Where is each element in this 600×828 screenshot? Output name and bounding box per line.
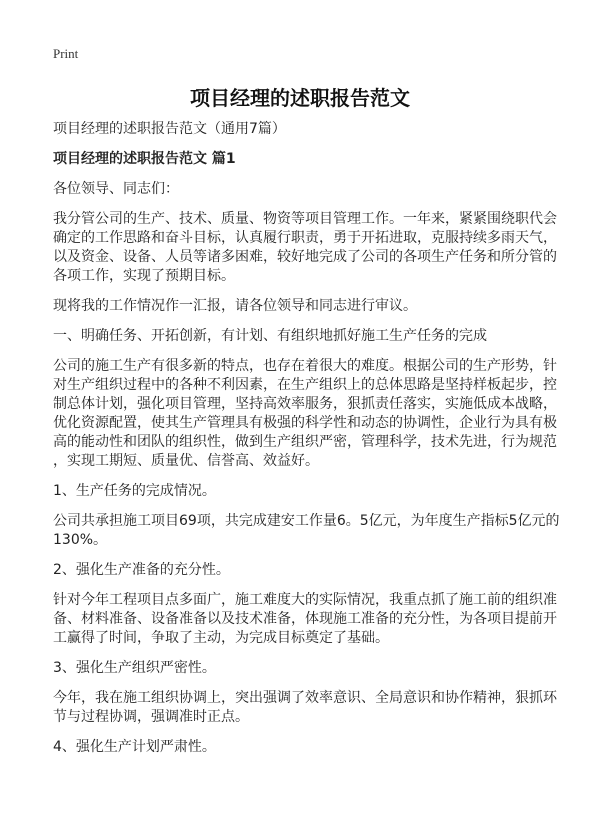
paragraph bbox=[53, 591, 557, 648]
paragraph-line: 一、明确任务、开拓创新，有计划、有组织地抓好施工生产任务的完成 bbox=[53, 328, 487, 344]
paragraph bbox=[53, 738, 553, 757]
paragraph-line: 优化资源配置，使其生产管理具有极强的科学性和动态的协调性，企业行为具有极 bbox=[53, 415, 557, 431]
subtitle: 项目经理的述职报告范文（通用7篇） bbox=[53, 121, 286, 137]
document-title: 项目经理的述职报告范文 bbox=[190, 86, 410, 110]
paragraph-line: 3、强化生产组织严密性。 bbox=[53, 660, 216, 676]
paragraph bbox=[53, 297, 553, 316]
paragraph-line: 对生产组织过程中的各种不利因素，在生产组织上的总体思路是坚持样板起步，控 bbox=[53, 377, 557, 393]
paragraph-line: 今年，我在施工组织协调上，突出强调了效率意识、全局意识和协作精神，狠抓环 bbox=[53, 690, 557, 706]
paragraph-line: ，实现工期短、质量优、信誉高、效益好。 bbox=[53, 453, 319, 469]
document-body bbox=[53, 120, 560, 768]
paragraph-line: 以及资金、设备、人员等诸多困难，较好地完成了公司的各项生产任务和所分管的 bbox=[53, 249, 557, 265]
paragraph bbox=[53, 357, 557, 471]
paragraph-line: 备、材料准备、设备准备以及技术准备，体现施工准备的充分性，为各项目提前开 bbox=[53, 611, 557, 627]
paragraph-line: 公司的施工生产有很多新的特点，也存在着很大的难度。根据公司的生产形势，针 bbox=[53, 358, 557, 374]
paragraph-line: 公司共承担施工项目69项，共完成建安工作量6。5亿元，为年度生产指标5亿元的 bbox=[53, 513, 560, 529]
paragraph bbox=[53, 659, 553, 678]
paragraph bbox=[53, 689, 557, 727]
paragraph bbox=[53, 482, 553, 501]
paragraph-line: 130%。 bbox=[53, 532, 108, 548]
paragraphs bbox=[53, 180, 560, 757]
paragraph-line: 4、强化生产计划严肃性。 bbox=[53, 739, 216, 755]
paragraph-line: 制总体计划，强化项目管理，坚持高效率服务，狠抓责任落实，实施低成本战略， bbox=[53, 396, 557, 412]
paragraph bbox=[53, 210, 557, 286]
paragraph bbox=[53, 561, 553, 580]
print-label: Print bbox=[53, 46, 79, 61]
paragraph-line: 我分管公司的生产、技术、质量、物资等项目管理工作。一年来，紧紧围绕职代会 bbox=[53, 211, 557, 227]
paragraph bbox=[53, 327, 553, 346]
paragraph-line: 各位领导、同志们： bbox=[53, 181, 179, 197]
paragraph-line: 1、生产任务的完成情况。 bbox=[53, 483, 216, 499]
paragraph bbox=[53, 180, 553, 199]
paragraph-line: 现将我的工作情况作一汇报，请各位领导和同志进行审议。 bbox=[53, 298, 417, 314]
paragraph-line: 高的能动性和团队的组织性，做到生产组织严密，管理科学，技术先进，行为规范 bbox=[53, 434, 557, 450]
section-heading: 项目经理的述职报告范文 篇1 bbox=[53, 151, 236, 167]
paragraph-line: 工赢得了时间，争取了主动，为完成目标奠定了基础。 bbox=[53, 630, 389, 646]
paragraph-line: 2、强化生产准备的充分性。 bbox=[53, 562, 230, 578]
paragraph-line: 针对今年工程项目点多面广，施工难度大的实际情况，我重点抓了施工前的组织准 bbox=[53, 592, 557, 608]
paragraph-line: 节与过程协调，强调准时正点。 bbox=[53, 709, 249, 725]
paragraph-line: 确定的工作思路和奋斗目标，认真履行职责，勇于开拓进取，克服持续多雨天气， bbox=[53, 230, 557, 246]
paragraph bbox=[53, 512, 560, 550]
paragraph-line: 各项工作，实现了预期目标。 bbox=[53, 268, 235, 284]
